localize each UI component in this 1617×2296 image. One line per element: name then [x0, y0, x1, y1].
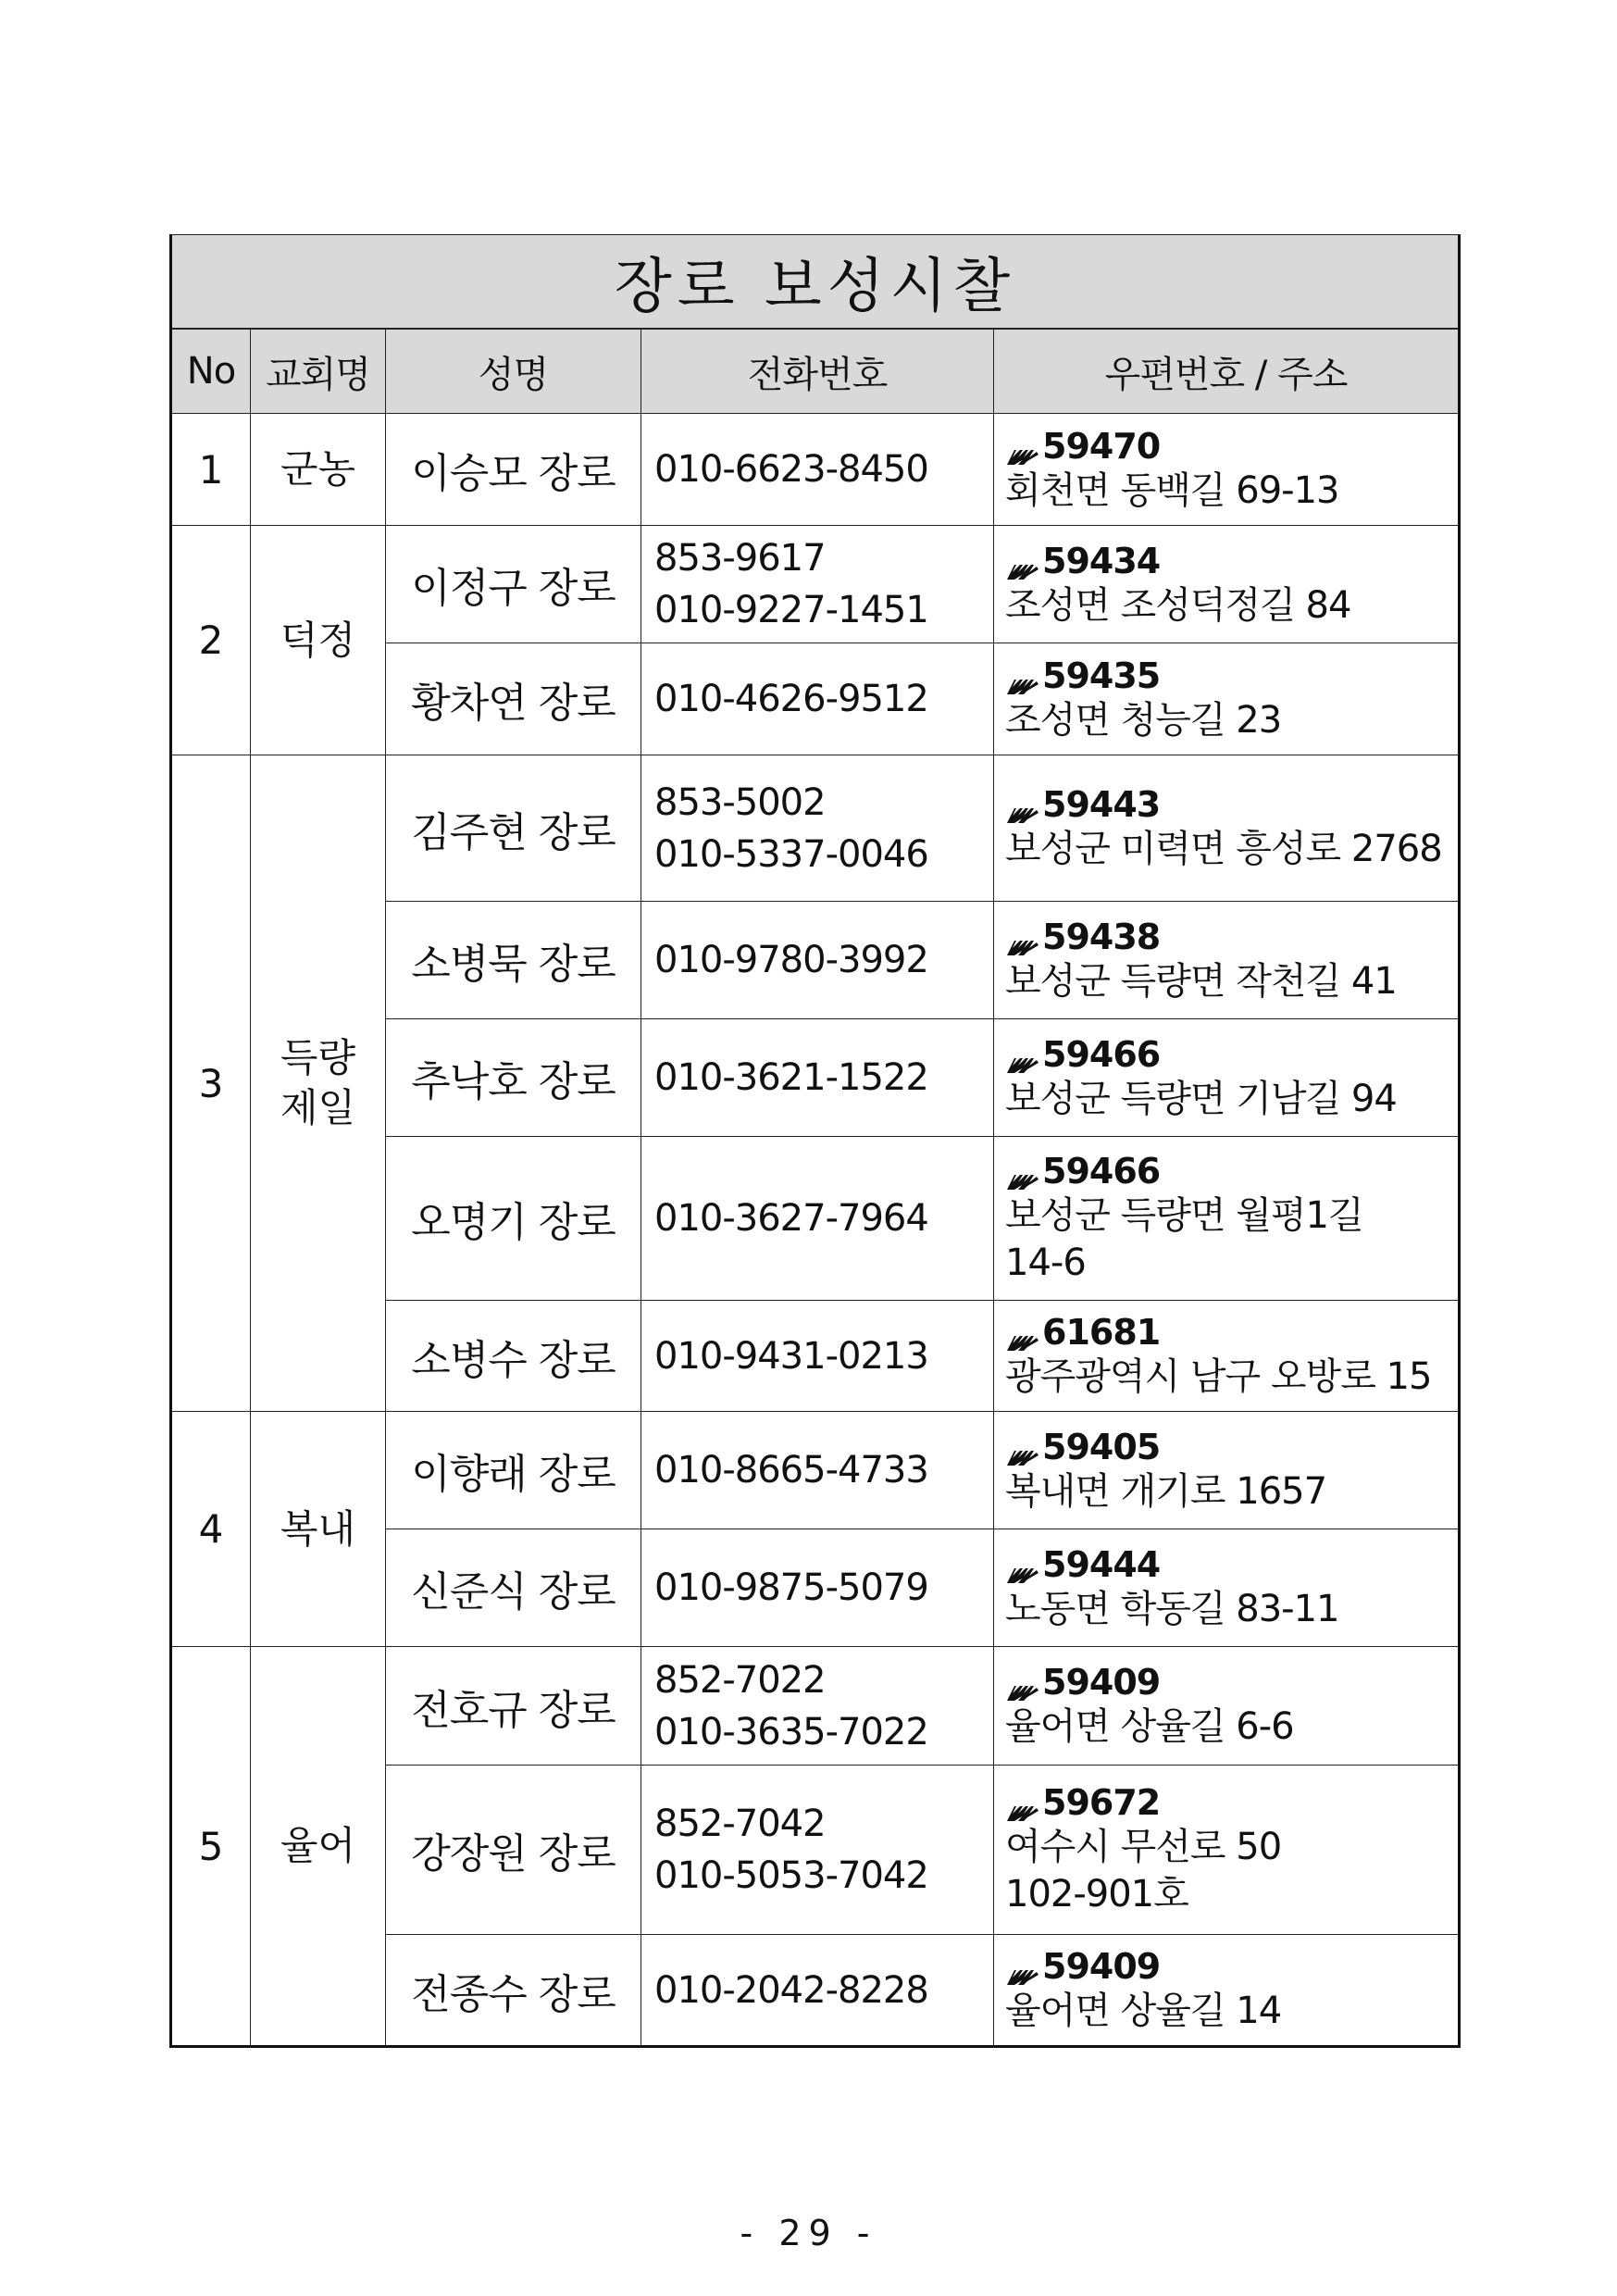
phone-number: 852-7022	[654, 1658, 826, 1702]
address-line: 여수시 무선로 50	[1005, 1826, 1282, 1868]
address-cell	[994, 1137, 1460, 1301]
postal-code	[1005, 425, 1458, 468]
address-cell	[994, 1647, 1460, 1766]
header-phone: 전화번호	[641, 329, 994, 414]
address-line: 노동면 학동길 83-11	[1005, 1587, 1339, 1630]
address-line: 율어면 상율길 14	[1005, 1990, 1282, 2032]
postal-mark-icon	[1005, 926, 1040, 948]
postal-code	[1005, 916, 1458, 958]
elder-name: 황차연 장로	[386, 643, 641, 755]
phone-cell	[641, 1766, 994, 1935]
elder-name: 전호규 장로	[386, 1647, 641, 1766]
church-name	[251, 1412, 386, 1647]
table-row	[171, 1412, 1460, 1529]
postal-mark-icon	[1005, 1791, 1040, 1814]
phone-cell	[641, 414, 994, 526]
church-name-line: 제일	[280, 1085, 356, 1130]
postal-code-text: 59444	[1042, 1543, 1161, 1585]
postal-code-text: 61681	[1042, 1312, 1161, 1353]
address-cell	[994, 643, 1460, 755]
church-name-line: 덕정	[280, 617, 356, 663]
postal-code-text: 59405	[1042, 1426, 1161, 1467]
elder-name: 오명기 장로	[386, 1137, 641, 1301]
header-address: 우편번호 / 주소	[994, 329, 1460, 414]
church-name-line: 율어	[280, 1823, 356, 1868]
phone-cell	[641, 1019, 994, 1137]
table-row	[171, 526, 1460, 643]
postal-code	[1005, 540, 1458, 582]
header-name: 성명	[386, 329, 641, 414]
address-line: 102-901호	[1005, 1873, 1188, 1915]
phone-number: 010-3627-7964	[654, 1197, 928, 1240]
address-cell	[994, 526, 1460, 643]
phone-number: 010-3635-7022	[654, 1710, 928, 1753]
elder-name: 이승모 장로	[386, 414, 641, 526]
elder-name: 강장원 장로	[386, 1766, 641, 1935]
address-cell	[994, 1766, 1460, 1935]
postal-mark-icon	[1005, 435, 1040, 457]
postal-mark-icon	[1005, 665, 1040, 687]
church-name	[251, 755, 386, 1412]
header-no: No	[171, 329, 251, 414]
elder-name: 소병수 장로	[386, 1301, 641, 1412]
page-number: - 29 -	[740, 2213, 877, 2253]
postal-code	[1005, 655, 1458, 697]
address-cell	[994, 1019, 1460, 1137]
phone-number: 010-6623-8450	[654, 448, 928, 491]
postal-code	[1005, 1781, 1458, 1824]
elder-name: 소병묵 장로	[386, 902, 641, 1019]
address-cell	[994, 1301, 1460, 1412]
postal-code	[1005, 1311, 1458, 1354]
postal-code	[1005, 1945, 1458, 1988]
postal-mark-icon	[1005, 1955, 1040, 1978]
elder-name: 이정구 장로	[386, 526, 641, 643]
church-name	[251, 526, 386, 755]
postal-mark-icon	[1005, 1671, 1040, 1693]
group-number: 5	[171, 1647, 251, 2047]
header-church: 교회명	[251, 329, 386, 414]
church-name	[251, 1647, 386, 2047]
address-cell	[994, 414, 1460, 526]
church-name-line: 복내	[280, 1505, 356, 1552]
postal-code-text: 59438	[1042, 916, 1161, 957]
postal-mark-icon	[1005, 1160, 1040, 1182]
address-line: 보성군 득량면 월평1길	[1005, 1194, 1363, 1237]
postal-code	[1005, 1543, 1458, 1586]
phone-cell	[641, 1935, 994, 2047]
address-line: 보성군 득량면 작천길 41	[1005, 959, 1397, 1003]
postal-code-text: 59466	[1042, 1151, 1161, 1192]
address-line: 조성면 조성덕정길 84	[1005, 583, 1351, 627]
phone-cell	[641, 1301, 994, 1412]
phone-cell	[641, 643, 994, 755]
elder-name: 추낙호 장로	[386, 1019, 641, 1137]
table-row	[171, 1647, 1460, 1766]
phone-cell	[641, 526, 994, 643]
postal-code-text: 59434	[1042, 540, 1161, 581]
postal-code	[1005, 783, 1458, 826]
phone-number: 010-9431-0213	[654, 1334, 928, 1378]
phone-cell	[641, 1529, 994, 1647]
phone-number: 010-2042-8228	[654, 1968, 928, 2012]
phone-number: 010-9875-5079	[654, 1566, 928, 1609]
address-line: 14-6	[1005, 1242, 1086, 1284]
phone-number: 010-8665-4733	[654, 1449, 928, 1491]
postal-code-text: 59470	[1042, 425, 1161, 467]
address-cell	[994, 902, 1460, 1019]
address-line: 보성군 미력면 흥성로 2768	[1005, 828, 1442, 870]
phone-cell	[641, 1412, 994, 1529]
church-name-line: 득량	[280, 1035, 356, 1080]
address-cell	[994, 1529, 1460, 1647]
church-name	[251, 414, 386, 526]
address-line: 율어면 상율길 6-6	[1005, 1705, 1294, 1748]
elder-name: 전종수 장로	[386, 1935, 641, 2047]
phone-number: 853-9617	[654, 537, 826, 580]
address-line: 복내면 개기로 1657	[1005, 1469, 1327, 1513]
postal-code-text: 59443	[1042, 784, 1161, 825]
postal-mark-icon	[1005, 1436, 1040, 1458]
postal-mark-icon	[1005, 550, 1040, 572]
address-cell	[994, 755, 1460, 902]
postal-mark-icon	[1005, 1043, 1040, 1066]
postal-code-text: 59672	[1042, 1782, 1161, 1823]
phone-number: 010-4626-9512	[654, 678, 928, 720]
phone-cell	[641, 1137, 994, 1301]
table-row	[171, 755, 1460, 902]
table-title: 장로 보성시찰	[171, 235, 1460, 330]
group-number: 1	[171, 414, 251, 526]
address-cell	[994, 1412, 1460, 1529]
postal-code	[1005, 1661, 1458, 1703]
address-line: 조성면 청능길 23	[1005, 698, 1282, 742]
church-name-line: 군농	[280, 446, 356, 492]
postal-mark-icon	[1005, 1554, 1040, 1576]
phone-cell	[641, 755, 994, 902]
postal-mark-icon	[1005, 793, 1040, 816]
phone-number: 010-3621-1522	[654, 1056, 928, 1099]
postal-code-text: 59435	[1042, 655, 1161, 696]
phone-cell	[641, 1647, 994, 1766]
table-row	[171, 414, 1460, 526]
directory-body	[171, 414, 1460, 2047]
address-cell	[994, 1935, 1460, 2047]
group-number: 2	[171, 526, 251, 755]
phone-number: 010-5053-7042	[654, 1854, 928, 1897]
postal-mark-icon	[1005, 1321, 1040, 1343]
postal-code-text: 59409	[1042, 1662, 1161, 1703]
address-line: 보성군 득량면 기남길 94	[1005, 1077, 1397, 1120]
postal-code-text: 59409	[1042, 1946, 1161, 1987]
address-line: 회천면 동백길 69-13	[1005, 468, 1339, 512]
postal-code	[1005, 1150, 1458, 1192]
phone-number: 852-7042	[654, 1803, 826, 1845]
group-number: 3	[171, 755, 251, 1412]
group-number: 4	[171, 1412, 251, 1647]
postal-code	[1005, 1426, 1458, 1468]
phone-number: 010-9780-3992	[654, 939, 928, 981]
elder-directory-table	[169, 234, 1461, 2048]
phone-number: 853-5002	[654, 780, 826, 824]
elder-name: 이향래 장로	[386, 1412, 641, 1529]
address-line: 광주광역시 남구 오방로 15	[1005, 1355, 1432, 1398]
phone-cell	[641, 902, 994, 1019]
elder-name: 김주현 장로	[386, 755, 641, 902]
phone-number: 010-5337-0046	[654, 832, 928, 876]
elder-name: 신준식 장로	[386, 1529, 641, 1647]
phone-number: 010-9227-1451	[654, 589, 928, 631]
postal-code-text: 59466	[1042, 1033, 1161, 1075]
postal-code	[1005, 1033, 1458, 1076]
